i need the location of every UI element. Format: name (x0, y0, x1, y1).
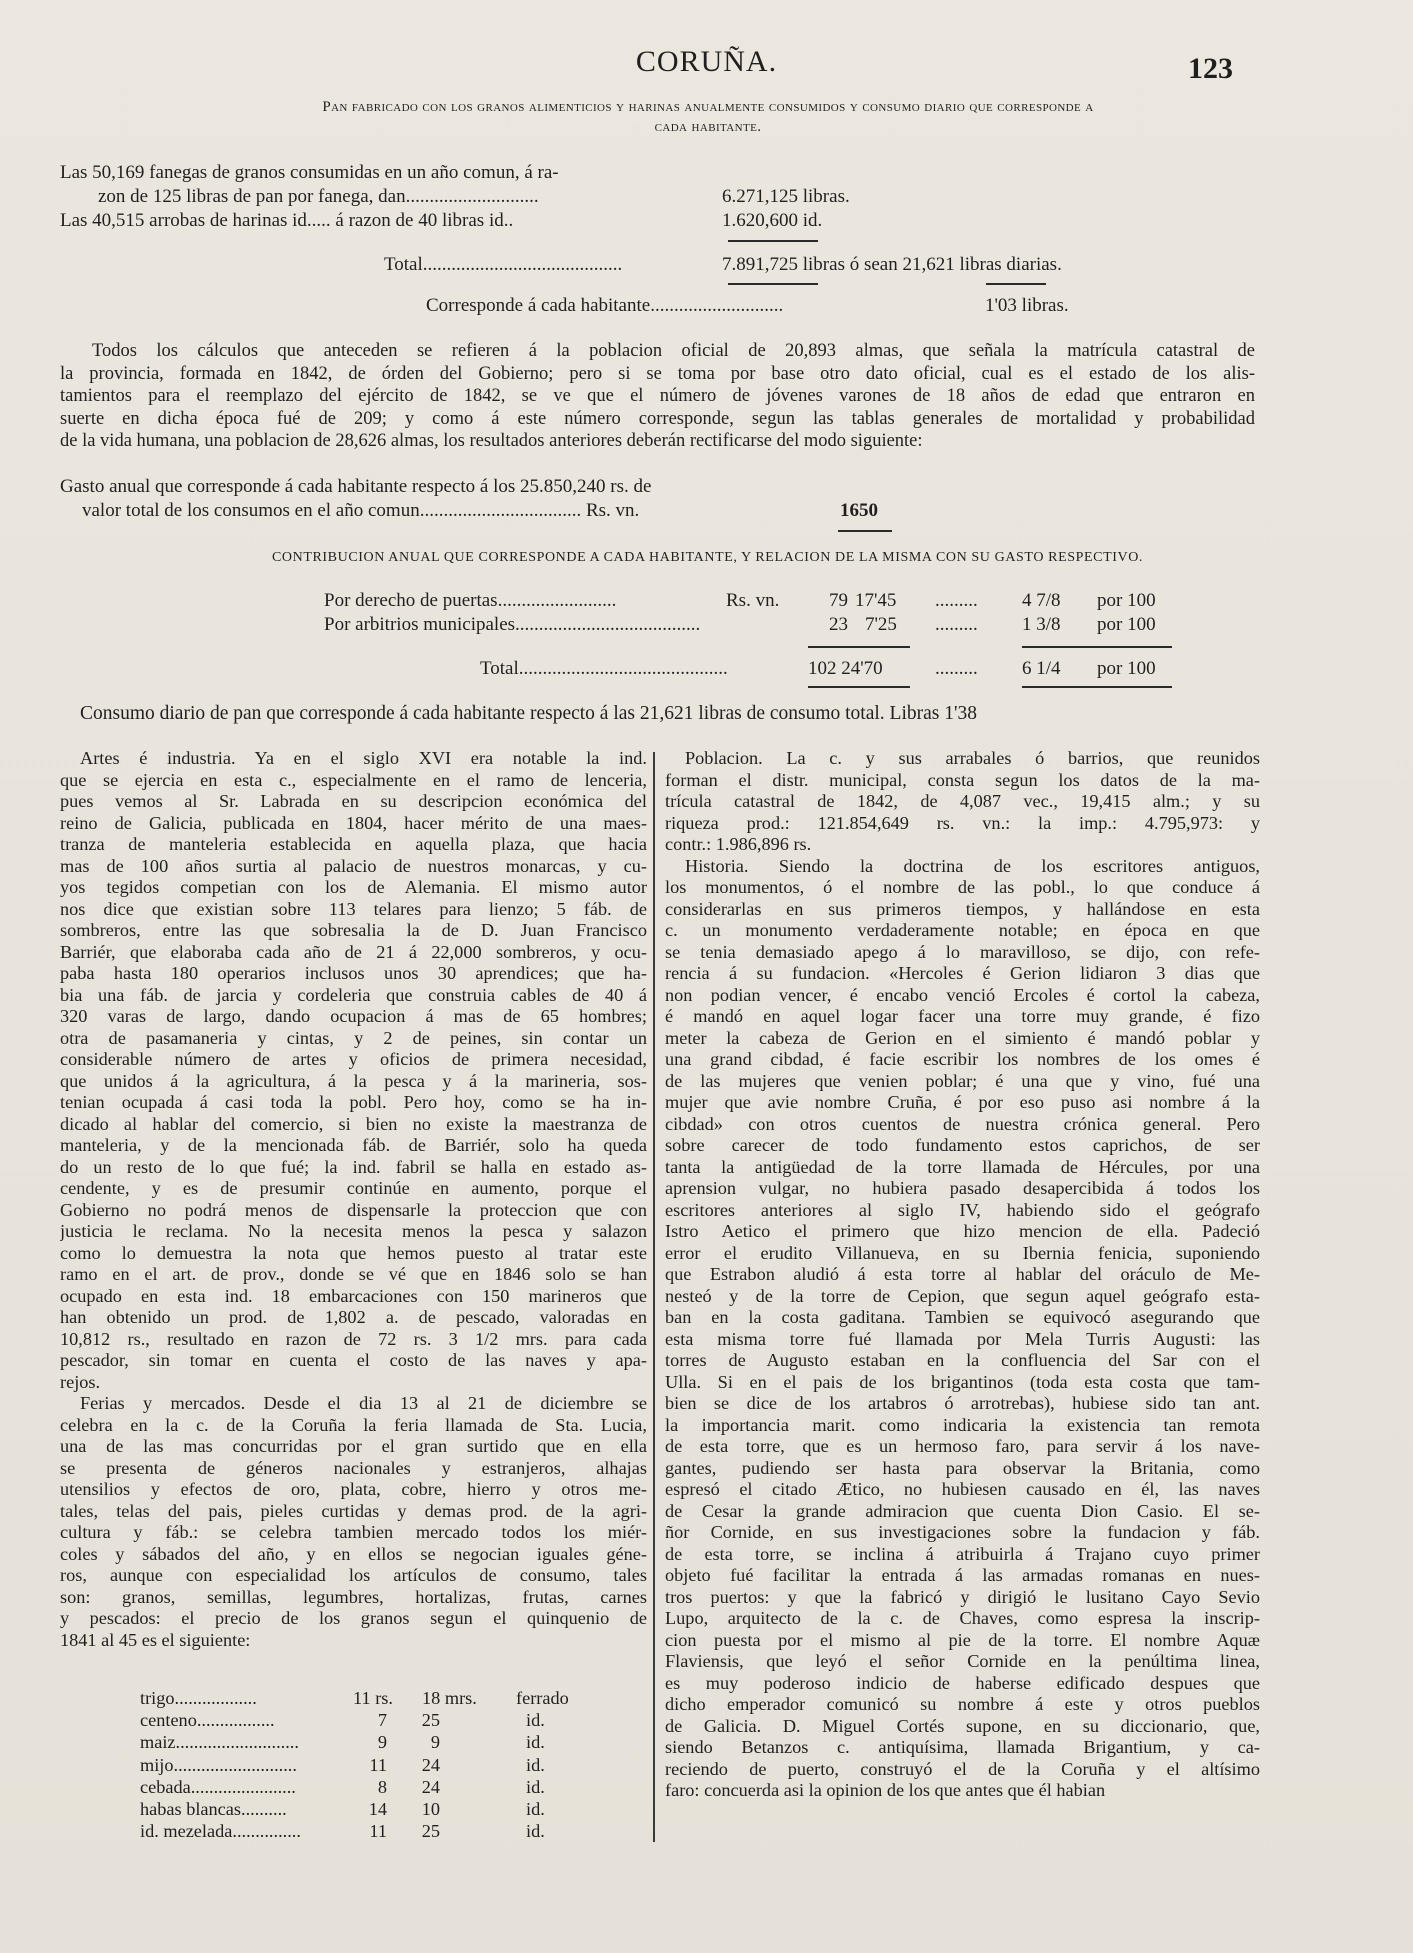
right-col-line: dicho emperador comunicó su nombre á este y otros pueblos (665, 1694, 1260, 1714)
contrib-total-pct: 6 1/4 (1022, 658, 1061, 679)
daily-bread-line: Consumo diario de pan que corresponde á cada habitante respecto á las 21,621 libras de consumo total. Libras 1'38 (80, 703, 977, 724)
bread-calc-line1: Las 50,169 fanegas de granos consumidas en un año comun, á ra- (60, 162, 559, 183)
right-col-line: contr.: 1.986,896 rs. (665, 834, 812, 854)
left-col-line: celebra en la c. de la Coruña la feria llamada de Sta. Lucia, (60, 1414, 647, 1435)
right-col-line: esta misma torre fué llamada por Mela Turris Augusti: las (665, 1328, 1260, 1349)
grain-unit: id. (526, 1754, 545, 1775)
total-rule-2 (728, 283, 818, 285)
intro-line: Todos los cálculos que anteceden se refieren á la poblacion oficial de 20,893 almas, que señala la matrícula catastral de (92, 341, 1255, 361)
left-col-line: Ferias y mercados. Desde el dia 13 al 21 de diciembre se (80, 1393, 647, 1413)
grain-rs-value: 7 (377, 1710, 387, 1731)
grain-mrs-unit: mrs. (444, 1688, 477, 1708)
right-col-line: siendo Betanzos c. antiquísima, llamada Brigantium, y ca- (665, 1737, 1260, 1757)
right-column (665, 748, 1260, 1802)
left-col-line: rejos. (60, 1371, 101, 1392)
grain-row (140, 1798, 620, 1820)
contrib-row-dots: ......... (935, 590, 978, 611)
intro-paragraph (60, 340, 1255, 453)
contrib-total-value: 102 24'70 (808, 658, 883, 679)
left-col-line: Gobierno no podrá menos de dispensarle la proteccion que con (60, 1199, 647, 1220)
contrib-total-rule-2 (1022, 686, 1172, 688)
right-col-line: é mandó en aquel logar facer una torre muy grande, é fizo (665, 1006, 1260, 1026)
left-col-line: nos dice que existian sobre 113 telares para lienzo; 5 fáb. de (60, 898, 647, 919)
right-col-line: de Cesar la grande admiracion que cuenta Dion Casio. El se- (665, 1500, 1260, 1521)
intro-line: tamientos para el reemplazo del ejército de 1842, se ve que el número de jóvenes varones de 18 años de edad que entraron en (60, 386, 1255, 407)
right-col-line: considerarlas en sus primeros tiempos, y hallándose en esta (665, 898, 1260, 919)
right-col-line: faro: concuerda asi la opinion de los que antes que él habian (665, 1780, 1106, 1800)
left-col-line: justicia le reclama. No la necesita menos la pesca y salazon (60, 1221, 647, 1241)
left-col-line: pescador, sin tomar en cuenta el costo de las naves y apa- (60, 1350, 647, 1370)
left-col-line: pues vemos al Sr. Labrada en su descripcion económica del (60, 791, 647, 811)
left-col-line: ros, aunque con especialidad los artículos de consumo, tales (60, 1565, 647, 1585)
intro-line: la provincia, formada en 1842, de órden del Gobierno; pero si se toma por base otro dato oficial, cual es el estado de los alis- (60, 363, 1255, 384)
right-col-line: de Galicia. D. Miguel Cortés supone, en su diccionario, que, (665, 1715, 1260, 1736)
right-col-line: sobre carecer de todo fundamento estos caprichos, de ser (665, 1135, 1260, 1155)
right-col-line: nesteó y de la torre de Cepion, que segun aquel geógrafo esta- (665, 1285, 1260, 1306)
left-col-line: son: granos, semillas, legumbres, hortalizas, frutas, carnes (60, 1586, 647, 1607)
grain-mrs-value: 24 (421, 1776, 440, 1797)
right-col-line: espresó el citado Ætico, no hubiesen causado en él, las naves (665, 1479, 1260, 1499)
contrib-row-dots: ......... (935, 614, 978, 635)
bread-calc-line3: Las 40,515 arrobas de harinas id..... á razon de 40 libras id.. (60, 210, 514, 231)
right-col-line: Istro Aetico el primero que hizo mencion de ella. Padeció (665, 1221, 1260, 1241)
left-col-line: utensilios y efectos de oro, plata, cobre, hierro y otros me- (60, 1479, 647, 1499)
left-col-line: mas de 100 años surtia al palacio de nuestros monarcas, y cu- (60, 855, 647, 876)
grain-rs-value: 11 (353, 1688, 371, 1708)
contrib-total-dots: ......... (935, 658, 978, 679)
grain-mrs-value: 10 (421, 1798, 440, 1819)
bread-calc-line2: zon de 125 libras de pan por fanega, dan............................ (98, 186, 539, 207)
bread-calc-value2: 6.271,125 libras. (722, 186, 850, 207)
contrib-row-dec: 17'45 (855, 590, 897, 611)
right-col-line: tanta la antigüedad de la torre llamada de Hércules, por una (665, 1156, 1260, 1177)
contrib-row-label: Por derecho de puertas......................... (324, 590, 617, 611)
contrib-row-int: 79 (829, 590, 848, 611)
right-col-line: de esta torre, que es un hermoso faro, para servir á los nave- (665, 1436, 1260, 1456)
left-col-line: que unidos á la agricultura, á la pesca y á la marineria, sos- (60, 1070, 647, 1091)
contrib-rule (808, 646, 910, 648)
grain-unit: id. (526, 1710, 545, 1731)
intro-line: suerte en dicha época fué de 209; y como á este número corresponde, segun las tablas generales de mortalidad y probabilidad (60, 408, 1255, 429)
right-col-line: forman el distr. municipal, consta segun los datos de la ma- (665, 769, 1260, 790)
right-col-line: gantes, pudiendo ser hasta para observar la Britania, como (665, 1457, 1260, 1478)
grain-mrs-value: 9 (430, 1732, 440, 1753)
grain-unit: id. (526, 1821, 545, 1842)
right-col-line: mujer que avie nombre Cruña, é por eso puso asi nombre á la (665, 1092, 1260, 1112)
right-col-line: de las mujeres que venien poblar; é una que y vino, fué una (665, 1070, 1260, 1091)
right-col-line: de esta torre, se inclina á atribuirla á Trajano cuyo primer (665, 1543, 1260, 1564)
left-col-line: tranza de manteleria establecida en aquella plaza, que hacia (60, 834, 647, 854)
right-col-line: trícula catastral de 1842, de 4,087 vec., 19,415 alm.; y su (665, 791, 1260, 811)
left-col-line: Artes é industria. Ya en el siglo XVI era notable la ind. (80, 748, 647, 768)
grain-rs-value: 11 (369, 1754, 387, 1775)
right-col-line: ban en la costa gaditana. Tambien se equivocó asegurando que (665, 1307, 1260, 1327)
left-col-line: considerable número de artes y oficios de primera necesidad, (60, 1049, 647, 1069)
left-col-line: 320 varas de largo, dando ocupacion á mas de 65 hombres; (60, 1006, 647, 1026)
contrib-row-pct: 4 7/8 (1022, 590, 1061, 611)
right-col-line: c. un monumento verdaderamente notable; en época en que (665, 920, 1260, 940)
right-col-line: bien se dice de los artabros ó arrotrebas), hubiese sido tan ant. (665, 1393, 1260, 1413)
right-col-line: Lupo, arquitecto de la c. de Chaves, como espresa la inscrip- (665, 1608, 1260, 1628)
contrib-row-pct: 1 3/8 (1022, 614, 1061, 635)
bread-title-line1: Pan fabricado con los granos alimenticios y harinas anualmente consumidos y consumo diario que corresponde a (322, 99, 1094, 115)
right-col-line: rencia á su fundacion. «Hercoles é Gerion lidiaron 3 dias que (665, 963, 1260, 983)
right-col-line: los monumentos, ó el nombre de las pobl., lo que conduce á (665, 877, 1260, 897)
contrib-total-label: Total............................................ (480, 658, 728, 679)
right-col-line: non podian vencer, é encabo venció Ercoles é cortol la cabeza, (665, 984, 1260, 1005)
grain-name: habas blancas.......... (140, 1798, 287, 1819)
right-col-line: que Estrabon aludió á esta torre al hablar del oráculo de Me- (665, 1264, 1260, 1284)
right-col-line: ñor Cornide, en sus investigaciones sobre la fundacion y fáb. (665, 1522, 1260, 1542)
bread-calc-value3: 1.620,600 id. (722, 210, 823, 231)
left-col-line: se presenta de géneros nacionales y estranjeros, alhajas (60, 1457, 647, 1478)
total-rule-3 (986, 283, 1046, 285)
grain-name: id. mezelada............... (140, 1821, 301, 1842)
left-col-line: tales, telas del pais, pieles curtidas y demas prod. de la agri- (60, 1500, 647, 1521)
left-col-line: dicado al hablar del comercio, si bien no existe la maestranza de (60, 1113, 647, 1134)
grain-mrs (422, 1687, 477, 1709)
left-col-line: tenian ocupada á casi toda la pobl. Pero hoy, como se ha in- (60, 1092, 647, 1112)
grain-mrs-value: 24 (421, 1754, 440, 1775)
left-col-line: manteleria, y de la mencionada fáb. de Barriér, solo ha queda (60, 1135, 647, 1155)
grain-rs-value: 9 (377, 1732, 387, 1753)
right-col-line: meter la cabeza de Gerion en el simiento é mandó poblar y (665, 1027, 1260, 1048)
grain-rs-value: 11 (369, 1821, 387, 1842)
left-col-line: ramo en el art. de prov., donde se vé que en 1846 solo se han (60, 1264, 647, 1284)
annual-expense-value: 1650 (840, 500, 878, 521)
column-divider (653, 752, 655, 1842)
left-col-line: Barriér, que elaboraba cada año de 21 á 22,000 sombreros, y ocu- (60, 941, 647, 962)
left-col-line: cendente, y es de presumir continúe en aumento, porque el (60, 1178, 647, 1198)
bread-total-value: 7.891,725 libras ó sean 21,621 libras diarias. (722, 254, 1062, 275)
right-col-line: es muy poderoso indicio de haberse edificado despues que (665, 1672, 1260, 1693)
grain-row (140, 1687, 620, 1709)
contribution-title: CONTRIBUCION ANUAL QUE CORRESPONDE A CADA HABITANTE, Y RELACION DE LA MISMA CON SU GASTO RESPECTIVO. (271, 550, 1144, 565)
right-col-line: Flaviensis, que leyó el señor Cornide en la penúltima linea, (665, 1651, 1260, 1671)
contrib-row-por: por 100 (1097, 590, 1156, 611)
grain-row (140, 1776, 620, 1798)
page-title: CORUÑA. (635, 45, 778, 78)
left-col-line: y pescados: el precio de los granos segun el quinquenio de (60, 1608, 647, 1628)
left-col-line: una de las mas concurridas por el gran surtido que en ella (60, 1436, 647, 1456)
grain-name: mijo........................... (140, 1754, 297, 1775)
right-col-line: reciendo de puerto, construyó el de la Coruña y el altísimo (665, 1758, 1260, 1779)
left-col-line: reino de Galicia, publicada en 1804, hacer mérito de una maes- (60, 812, 647, 833)
grain-name: centeno................. (140, 1710, 275, 1731)
left-col-line: han obtenido un prod. de 1,802 a. de pescado, valoradas en (60, 1307, 647, 1327)
contrib-rule-2 (1022, 646, 1172, 648)
expense-rule (838, 530, 892, 532)
left-col-line: do un resto de lo que fué; la ind. fabril se halla en estado as- (60, 1156, 647, 1177)
grain-unit: ferrado (516, 1688, 569, 1708)
grain-name: cebada....................... (140, 1776, 296, 1797)
right-col-line: torres de Augusto estaban en la confluencia del Sar con el (665, 1350, 1260, 1370)
right-col-line: Poblacion. La c. y sus arrabales ó barrios, que reunidos (685, 748, 1260, 768)
left-col-line: 1841 al 45 es el siguiente: (60, 1629, 251, 1650)
right-col-line: tros puertos: y que la fabricó y dirigió le lusitano Cayo Sevio (665, 1586, 1260, 1607)
bread-section-title (58, 97, 1358, 137)
left-col-line: 10,812 rs., resultado en razon de 72 rs. 3 1/2 mrs. para cada (60, 1328, 647, 1349)
right-col-line: la importancia marit. como indicaria la existencia tan remota (665, 1414, 1260, 1435)
left-col-line: yos tegidos competian con los de Alemania. El mismo autor (60, 877, 647, 897)
contrib-row-dec: 7'25 (865, 614, 897, 635)
contrib-row-unit: Rs. vn. (726, 590, 780, 611)
right-col-line: riqueza prod.: 121.854,649 rs. vn.: la imp.: 4.795,973: y (665, 812, 1260, 833)
left-col-line: sombreros, entre las que sobresalia la de D. Juan Francisco (60, 920, 647, 940)
per-inhabitant-label: Corresponde á cada habitante............................ (426, 295, 784, 316)
grain-rs-value: 8 (377, 1776, 387, 1797)
grain-unit: id. (526, 1732, 545, 1753)
left-column (60, 748, 647, 1651)
right-col-line: escritores anteriores al siglo IV, habiendo sido el geógrafo (665, 1199, 1260, 1220)
grain-mrs-value: 25 (421, 1710, 440, 1731)
left-col-line: cultura y fáb.: se celebra tambien mercado todos los miér- (60, 1522, 647, 1542)
left-col-line: ocupado en esta ind. 18 embarcaciones con 150 marineros que (60, 1285, 647, 1306)
grain-row (140, 1709, 620, 1731)
bread-total-label: Total.......................................... (384, 254, 623, 275)
grain-rs (353, 1687, 393, 1709)
page-number: 123 (1188, 52, 1233, 85)
annual-expense-line2: valor total de los consumos en el año comun.................................. Rs. vn. (82, 500, 640, 521)
grain-mrs-value: 18 (422, 1688, 441, 1708)
right-col-line: cion puesta por el mismo al pie de la torre. El nombre Aquæ (665, 1629, 1260, 1650)
contrib-row-int: 23 (829, 614, 848, 635)
right-col-line: aprension vulgar, no hubiera pasado desapercibida á todos los (665, 1178, 1260, 1198)
grain-price-table (140, 1687, 620, 1842)
right-col-line: objeto fué facilitar la entrada á las armadas romanas en nues- (665, 1565, 1260, 1585)
per-inhabitant-value: 1'03 libras. (985, 295, 1069, 316)
left-col-line: paba hasta 180 operarios inclusos unos 30 aprendices; que ha- (60, 963, 647, 983)
right-col-line: se tenia demasiado apego á lo maravilloso, se dijo, con refe- (665, 941, 1260, 962)
grain-unit: id. (526, 1776, 545, 1797)
grain-unit: id. (526, 1798, 545, 1819)
contrib-row-por: por 100 (1097, 614, 1156, 635)
right-col-line: cibdad» con otros cuentos de nuestra crónica general. Pero (665, 1113, 1260, 1134)
grain-row (140, 1820, 620, 1842)
contrib-total-rule (808, 686, 910, 688)
contrib-row-label: Por arbitrios municipales....................................... (324, 614, 701, 635)
grain-rs-value: 14 (368, 1798, 387, 1819)
right-col-line: una grand cibdad, é facie escribir los nombres de los omes é (665, 1049, 1260, 1069)
left-col-line: otra de pasamaneria y cintas, y 2 de peines, sin contar un (60, 1027, 647, 1048)
left-col-line: bia una fáb. de jarcia y cordeleria que construia cables de 40 á (60, 984, 647, 1005)
bread-title-line2: cada habitante. (654, 119, 762, 135)
annual-expense-line1: Gasto anual que corresponde á cada habitante respecto á los 25.850,240 rs. de (60, 476, 652, 497)
grain-name: trigo.................. (140, 1688, 257, 1708)
total-rule (728, 240, 818, 242)
right-col-line: Historia. Siendo la doctrina de los escritores antiguos, (685, 855, 1260, 876)
left-col-line: que se ejercia en esta c., especialmente en el ramo de lenceria, (60, 769, 647, 790)
left-col-line: coles y sábados del año, y en ellos se negocian iguales géne- (60, 1543, 647, 1564)
right-col-line: Ulla. Si en el pais de los brigantinos (toda esta costa que tam- (665, 1371, 1260, 1392)
right-col-line: error el erudito Villanueva, en su Ibernia fenicia, suponiendo (665, 1242, 1260, 1263)
grain-name: maiz........................... (140, 1732, 299, 1753)
grain-rs-unit: rs. (375, 1688, 393, 1708)
intro-line: de la vida humana, una poblacion de 28,626 almas, los resultados anteriores deberán rectificarse del modo siguiente: (60, 431, 923, 452)
grain-mrs-value: 25 (421, 1821, 440, 1842)
grain-row (140, 1754, 620, 1776)
left-col-line: como lo demuestra la nota que hemos puesto al tratar este (60, 1242, 647, 1263)
contrib-total-por: por 100 (1097, 658, 1156, 679)
grain-row (140, 1731, 620, 1753)
